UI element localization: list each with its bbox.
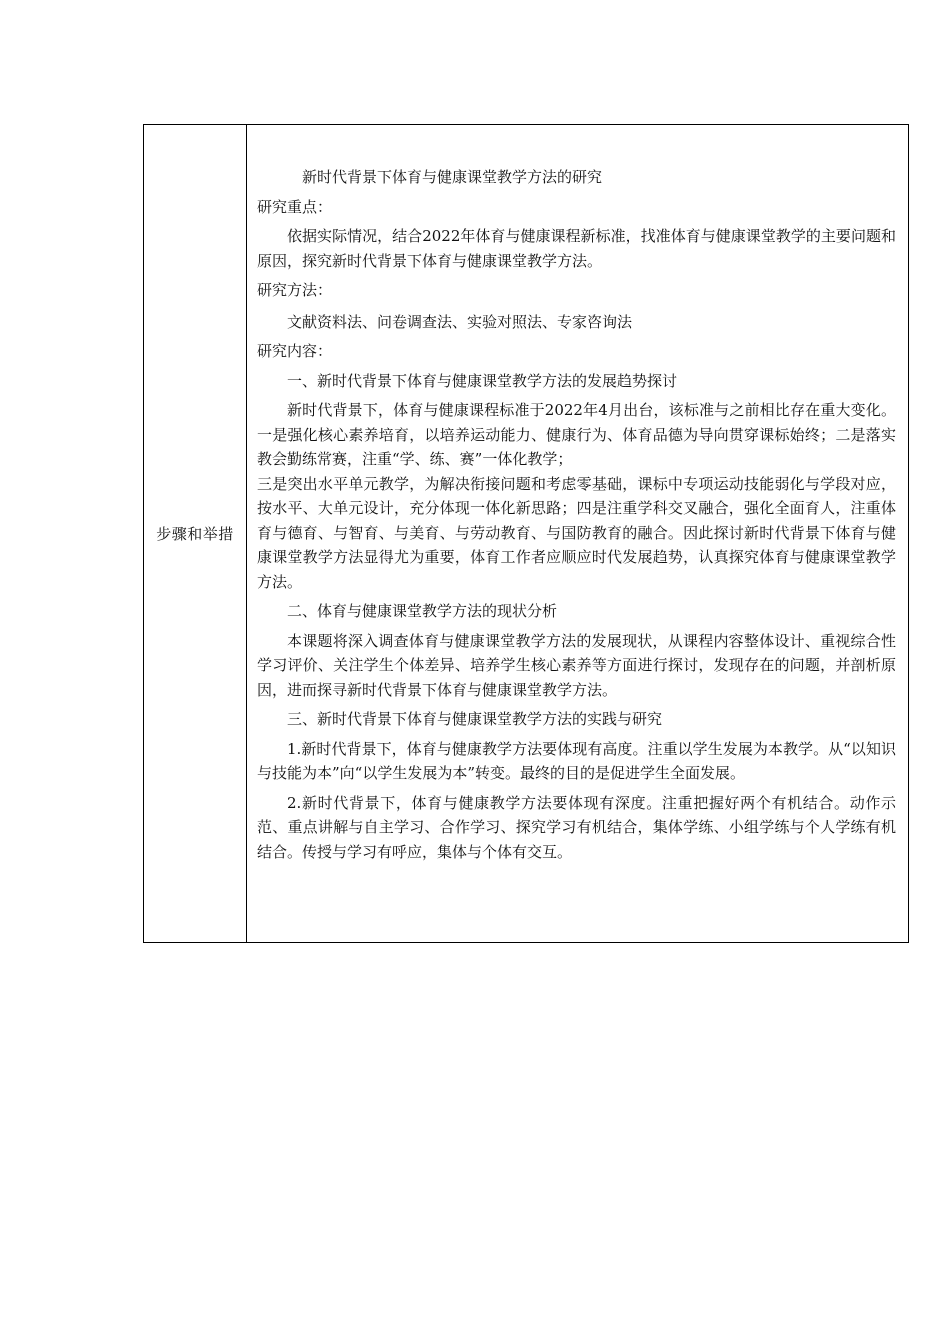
section1-title: 一、新时代背景下体育与健康课堂教学方法的发展趋势探讨: [287, 371, 678, 390]
row-label: 步骤和举措: [156, 525, 234, 543]
section1-paragraph-1: 新时代背景下，体育与健康课程标准于2022年4月出台，该标准与之前相比存在重大变化。一是强化核心素养培育，以培养运动能力、健康行为、体育品德为导向贯穿课标始终；二是落实教会勤练常赛，注重“学、练、赛”一体化教学；: [257, 401, 896, 468]
methods-text: 文献资料法、问卷调查法、实验对照法、专家咨询法: [287, 312, 633, 331]
focus-heading: 研究重点：: [257, 197, 333, 216]
row-label-cell: [144, 125, 247, 942]
content-heading: 研究内容：: [257, 342, 333, 360]
content-cell: [247, 125, 908, 942]
document-table: [143, 124, 909, 943]
list-item-1: 1.新时代背景下，体育与健康教学方法要体现有高度。注重以学生发展为本教学。从“以知识与技能为本”向“以学生发展为本”转变。最终的目的是促进学生全面发展。: [257, 739, 896, 782]
list-item-2: 2.新时代背景下，体育与健康教学方法要体现有深度。注重把握好两个有机结合。动作示范、重点讲解与自主学习、合作学习、探究学习有机结合，集体学练、小组学练与个人学练有机结合。传授与学习有呼应，集体与个体有交互。: [257, 793, 896, 861]
research-title: 新时代背景下体育与健康课堂教学方法的研究: [302, 168, 603, 186]
section3-title: 三、新时代背景下体育与健康课堂教学方法的实践与研究: [287, 710, 663, 728]
section2-paragraph: 本课题将深入调查体育与健康课堂教学方法的发展现状，从课程内容整体设计、重视综合性学习评价、关注学生个体差异、培养学生核心素养等方面进行探讨，发现存在的问题，并剖析原因，进而探寻新时代背景下体育与健康课堂教学方法。: [257, 631, 896, 699]
focus-text: 依据实际情况，结合2022年体育与健康课程新标准，找准体育与健康课堂教学的主要问题和原因，探究新时代背景下体育与健康课堂教学方法。: [257, 227, 896, 270]
methods-heading: 研究方法：: [257, 281, 333, 299]
section2-title: 二、体育与健康课堂教学方法的现状分析: [287, 602, 558, 620]
section1-paragraph-2: 三是突出水平单元教学，为解决衔接问题和考虑零基础，课标中专项运动技能弱化与学段对应，按水平、大单元设计，充分体现一体化新思路；四是注重学科交叉融合，强化全面育人，注重体育与德育、与智育、与美育、与劳动教育、与国防教育的融合。因此探讨新时代背景下体育与健康课堂教学方法显得尤为重要，体育工作者应顺应时代发展趋势，认真探究体育与健康课堂教学方法。: [257, 474, 896, 591]
